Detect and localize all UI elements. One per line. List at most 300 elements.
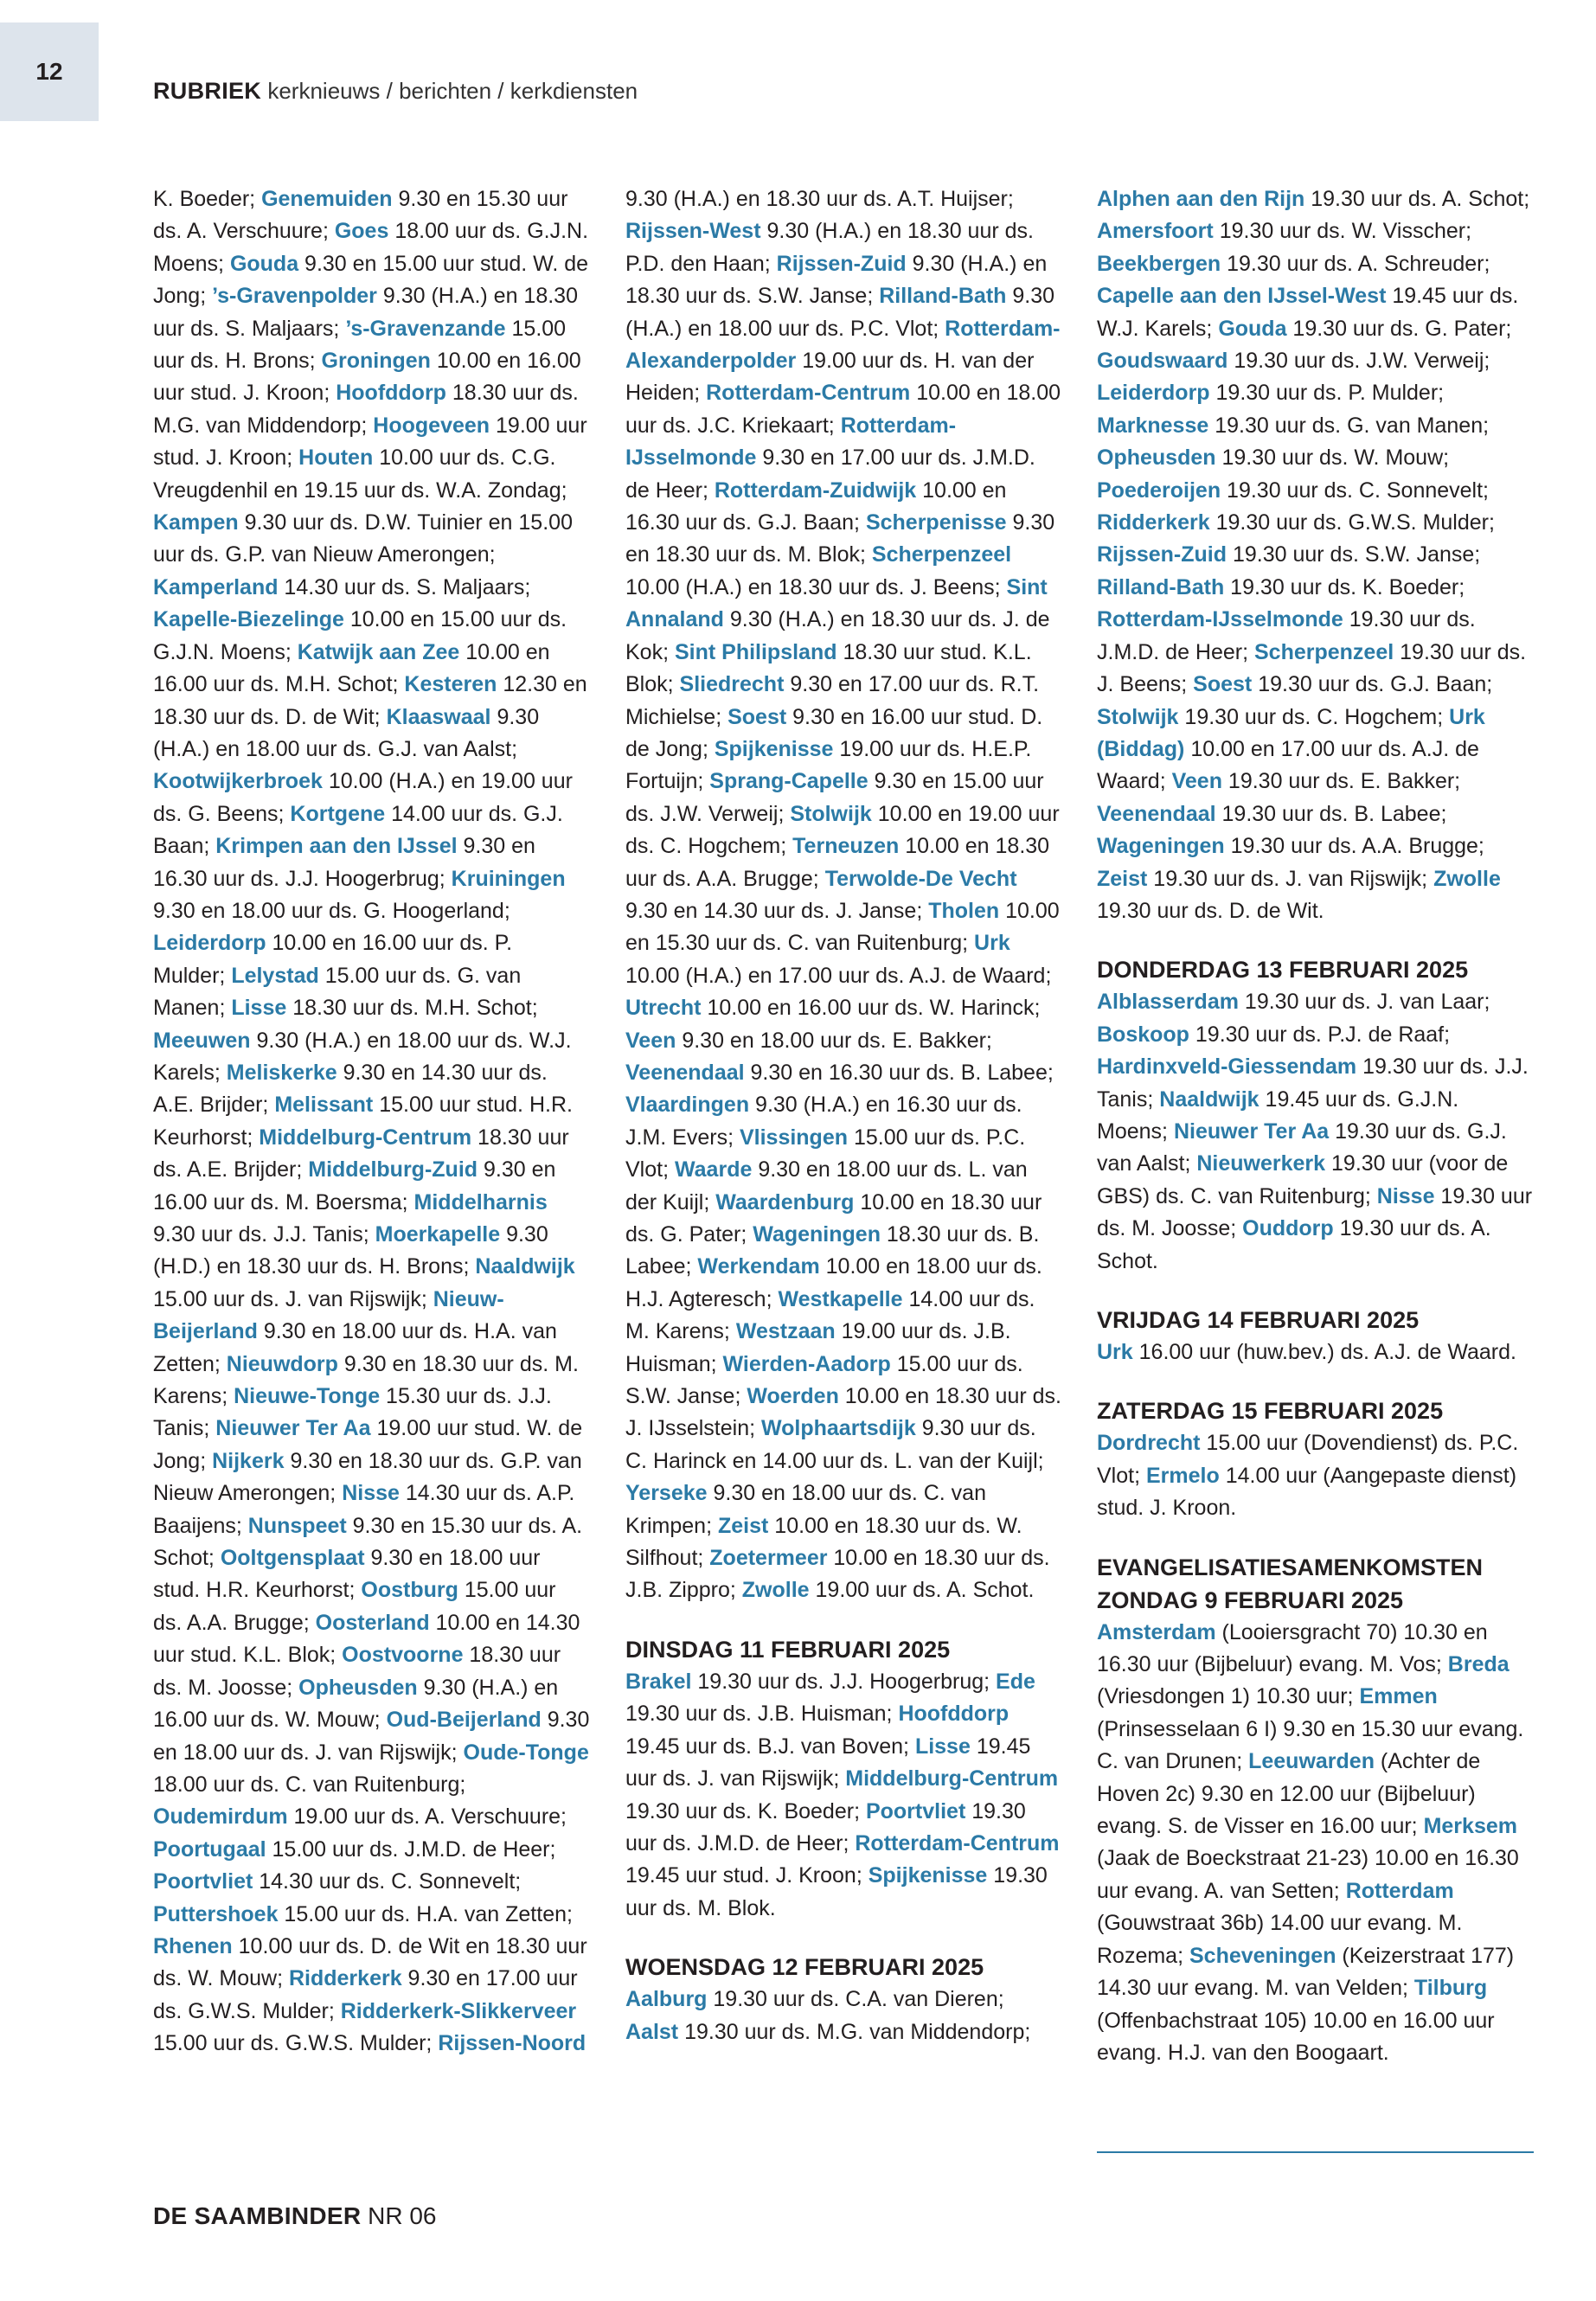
service-details: 19.30 uur ds. G.J. van Aalst; [1097,1118,1507,1176]
location-name: Zeist [1097,866,1148,891]
location-name: Rijssen-West [625,219,761,244]
service-details: 14.30 uur ds. C. Sonnevelt; [253,1869,522,1894]
service-details: 19.45 uur stud. J. Kroon; [625,1863,869,1888]
listing-paragraph [1097,1336,1534,1368]
location-name: Kapelle-Biezelinge [153,607,344,632]
service-details: 10.00 en 15.00 uur ds. G.J.N. Moens; [153,607,567,664]
location-name: Tholen [928,898,1000,923]
location-name: Meeuwen [153,1028,251,1053]
location-name: Rotterdam-Centrum [855,1830,1060,1856]
listing-paragraph [625,1984,1062,2048]
service-details: 9.30 en 14.30 uur ds. J. Janse; [625,898,929,923]
page-number: 12 [35,58,63,85]
location-name: Kruiningen [451,866,566,891]
service-details: 9.30 en 18.00 uur ds. C. van Krimpen; [625,1481,986,1538]
location-name: Goes [334,219,389,244]
location-name: Nieuwerkerk [1196,1151,1326,1176]
service-details: 14.00 uur ds. G.J. Baan; [153,801,563,859]
rubric-label: RUBRIEK [153,78,262,104]
location-name: Puttershoek [153,1901,279,1926]
service-details: 14.00 uur (Aangepaste dienst) stud. J. Kroon. [1097,1463,1517,1521]
service-details: 15.30 uur ds. J.J. Tanis; [153,1384,552,1441]
day-heading: ZONDAG 9 FEBRUARI 2025 [1097,1586,1404,1613]
service-details: 9.30 en 15.00 uur ds. J.W. Verweij; [625,769,1044,826]
location-name: Westkapelle [778,1286,903,1311]
location-name: Alphen aan den Rijn [1097,187,1305,211]
service-details: 18.30 uur ds. M.G. van Middendorp; [153,381,579,438]
service-details: 15.00 uur ds. S.W. Janse; [625,1351,1023,1409]
location-name: Marknesse [1097,413,1209,438]
location-name: Kampen [153,510,239,535]
service-details: 9.30 en 18.00 uur stud. H.R. Keurhorst; [153,1546,541,1603]
location-name: Aalburg [625,1987,708,2012]
service-details: 15.00 uur ds. H. Brons; [153,316,567,374]
location-name: Rotterdam-Alexanderpolder [625,316,1061,374]
location-name: Breda [1447,1652,1509,1677]
location-name: Soest [1193,672,1253,697]
location-name: Krimpen aan den IJssel [215,834,458,859]
service-details: 15.00 uur ds. J. van Rijswijk; [153,1286,433,1311]
service-details: 18.30 uur ds. A.E. Brijder; [153,1125,569,1183]
service-details: 19.30 uur ds. J.M.D. de Heer; [625,1798,1026,1856]
column-end-rule [1097,2151,1534,2153]
service-details: 19.30 uur ds. M. Joosse; [1097,1183,1533,1241]
location-name: Groningen [321,349,431,374]
location-name: Sliedrecht [679,672,785,697]
service-details: 9.30 uur ds. C. Harinck en 14.00 uur ds. L. van der Kuijl; [625,1416,1044,1473]
service-details: 9.30 en 16.30 uur ds. B. Labee; [744,1060,1054,1085]
page-number-tab [0,22,99,121]
service-details: 9.30 en 16.00 uur stud. D. de Jong; [625,704,1043,761]
service-details: 19.30 uur ds. J.B. Huisman; [625,1702,899,1727]
service-details: 9.30 en 18.30 uur ds. M. Blok; [625,510,1055,567]
location-name: Ridderkerk [288,1966,402,1991]
service-details: 19.30 uur ds. J.M.D. de Heer; [1097,607,1476,664]
service-details: 19.30 uur ds. B. Labee; [1215,801,1447,826]
location-name: Vlissingen [739,1125,849,1150]
service-details: 15.00 uur ds. G.W.S. Mulder; [153,2031,439,2056]
location-name: Genemuiden [261,187,393,211]
location-name: Wageningen [1097,834,1225,859]
location-name: Oostburg [361,1578,458,1603]
service-details: 19.00 uur ds. A. Schot. [809,1578,1035,1603]
service-details: (Offenbachstraat 105) 10.00 en 16.00 uur evang. H.J. van den Boogaart. [1097,2008,1495,2065]
service-details: 18.30 uur stud. K.L. Blok; [625,639,1032,697]
location-name: Capelle aan den IJssel-West [1097,284,1387,309]
service-details: 19.30 uur ds. J. van Rijswijk; [1147,866,1434,891]
service-details: 19.45 uur ds. W.J. Karels; [1097,284,1519,341]
location-name: Middelburg-Zuid [308,1157,478,1183]
location-name: Meliskerke [226,1060,337,1085]
location-name: Scherpenzeel [1254,639,1394,664]
service-details: 9.30 en 18.00 uur ds. H.A. van Zetten; [153,1319,557,1376]
service-details: 16.00 uur (huw.bev.) ds. A.J. de Waard. [1132,1340,1516,1364]
service-details: 9.30 (H.A.) en 18.30 uur ds. S.W. Janse; [625,251,1048,309]
service-details: 9.30 (H.A.) en 16.30 uur ds. J.M. Evers; [625,1093,1022,1150]
location-name: Goudswaard [1097,349,1228,374]
rubric-subtitle: kerknieuws / berichten / kerkdiensten [267,78,638,104]
location-name: Leiderdorp [153,931,266,956]
service-details: 9.30 en 16.00 uur ds. M. Boersma; [153,1157,556,1215]
service-details: 9.30 en 18.00 uur ds. L. van der Kuijl; [625,1157,1028,1215]
location-name: Rotterdam-IJsselmonde [1097,607,1343,632]
location-name: Middelharnis [413,1189,548,1215]
service-details: 19.00 uur ds. J.B. Huisman; [625,1319,1011,1376]
service-details: 19.00 uur ds. H.E.P. Fortuijn; [625,736,1032,794]
location-name: Ede [996,1669,1035,1694]
service-details: 9.30 en 17.00 uur ds. R.T. Michielse; [625,672,1040,729]
listing-paragraph [1097,986,1534,1278]
listing-paragraph [1097,1617,1534,2070]
location-name: Rhenen [153,1933,233,1958]
service-details: 9.30 uur ds. D.W. Tuinier en 15.00 uur ds. G.P. van Nieuw Amerongen; [153,510,573,567]
location-name: Nisse [1376,1183,1435,1208]
service-details: 10.00 uur ds. D. de Wit en 18.30 uur ds. W. Mouw; [153,1933,587,1991]
location-name: Werkendam [697,1254,820,1279]
location-name: ’s-Gravenzande [345,316,506,341]
location-name: Nieuwer Ter Aa [1173,1118,1330,1144]
location-name: Tilburg [1413,1976,1488,2001]
location-name: ’s-Gravenpolder [212,284,377,309]
location-name: Oude-Tonge [463,1740,589,1765]
location-name: Moerkapelle [375,1222,501,1247]
location-name: Ridderkerk-Slikkerveer [340,1998,577,2023]
service-details: 19.30 uur ds. E. Bakker; [1221,769,1461,794]
service-details: 9.30 (H.A.) en 18.00 uur ds. P.C. Vlot; [625,284,1055,341]
service-details: 15.00 uur ds. G. van Manen; [153,963,522,1021]
service-details: 18.00 uur ds. G.J.N. Moens; [153,219,589,276]
service-details: 19.30 uur ds. A. Schot; [1304,187,1530,211]
location-name: Zeist [717,1513,769,1538]
location-name: Merksem [1423,1814,1517,1839]
service-details: 10.00 en 15.30 uur ds. C. van Ruitenburg; [625,898,1060,956]
location-name: Rilland-Bath [1097,574,1225,599]
location-name: Nieuw-Beijerland [153,1286,504,1344]
location-name: Kamperland [153,574,279,599]
listing-paragraph [1097,183,1534,927]
service-details: 19.30 uur ds. J.W. Verweij; [1227,349,1490,374]
location-name: Stolwijk [1097,704,1179,729]
service-details: 9.30 en 14.30 uur ds. A.E. Brijder; [153,1060,548,1118]
location-name: Rijssen-Noord [438,2031,586,2056]
location-name: Urk [1097,1340,1133,1364]
day-heading: VRIJDAG 14 FEBRUARI 2025 [1097,1307,1420,1333]
service-details: 18.00 uur ds. C. van Ruitenburg; [153,1772,466,1797]
location-name: Zwolle [741,1578,810,1603]
service-details: 18.30 uur ds. M.H. Schot; [286,996,538,1021]
service-details: 10.00 (H.A.) en 18.30 uur ds. J. Beens; [625,574,1007,599]
service-details: 19.30 uur ds. M.G. van Middendorp; [678,2019,1031,2044]
location-name: Middelburg-Centrum [845,1766,1059,1791]
service-details: 19.30 uur (voor de GBS) ds. C. van Ruitenburg; [1097,1151,1509,1208]
location-name: Rijssen-Zuid [1097,542,1227,567]
service-details: 9.30 (H.D.) en 18.30 uur ds. H. Brons; [153,1222,548,1279]
location-name: Urk [974,931,1010,956]
location-name: Lelystad [231,963,319,988]
location-name: Sprang-Capelle [709,769,869,794]
location-name: Urk (Biddag) [1097,704,1485,761]
location-name: Veenendaal [625,1060,745,1085]
day-heading: EVANGELISATIESAMENKOMSTEN [1097,1554,1484,1580]
service-details: 10.00 en 16.00 uur stud. J. Kroon; [153,349,581,406]
service-details: 19.30 uur ds. G. Pater; [1286,316,1512,341]
location-name: Scheveningen [1189,1943,1336,1968]
column-1 [153,183,590,2061]
location-name: Oostvoorne [342,1643,464,1668]
service-details: 10.00 (H.A.) en 19.00 uur ds. G. Beens; [153,769,573,826]
service-details: 9.30 en 15.30 uur ds. A. Schot; [153,1513,583,1571]
service-details: 19.30 uur ds. G.J. Baan; [1252,672,1493,697]
service-details: 14.00 uur ds. M. Karens; [625,1286,1035,1344]
service-details: 10.00 en 18.00 uur ds. H.J. Agteresch; [625,1254,1042,1311]
location-name: Wierden-Aadorp [722,1351,891,1376]
location-name: Waardenburg [715,1189,855,1215]
location-name: Waarde [674,1157,753,1183]
service-details: 19.45 uur ds. J. van Rijswijk; [625,1734,1031,1791]
location-name: Nijkerk [212,1448,285,1473]
location-name: Sint Philipsland [674,639,837,664]
location-name: Dordrecht [1097,1431,1201,1456]
location-name: Terneuzen [792,834,900,859]
location-name: Poortvliet [153,1869,253,1894]
service-details: 9.30 en 18.30 uur ds. M. Karens; [153,1351,579,1409]
service-details: 19.30 uur ds. P.J. de Raaf; [1189,1022,1451,1047]
service-details: 10.00 en 19.00 uur ds. C. Hogchem; [625,801,1060,859]
location-name: Rotterdam-IJsselmonde [625,413,957,471]
service-details: 10.00 en 18.30 uur ds. W. Silfhout; [625,1513,1022,1571]
listing-paragraph [1097,1427,1534,1524]
service-details: 9.30 en 18.30 uur ds. G.P. van Nieuw Amerongen; [153,1448,582,1506]
location-name: Amsterdam [1097,1619,1216,1644]
location-name: Brakel [625,1669,692,1694]
location-name: Emmen [1359,1684,1438,1709]
location-name: Rotterdam-Zuidwijk [714,478,917,503]
location-name: Zwolle [1433,866,1501,891]
service-details: (Prinsesselaan 6 I) 9.30 en 15.30 uur evang. C. van Drunen; [1097,1716,1524,1774]
service-details: 19.30 uur ds. C. Sonnevelt; [1221,478,1490,503]
service-details: 10.00 en 18.30 uur ds. J.B. Zippro; [625,1546,1050,1603]
service-details: 19.30 uur ds. J. Beens; [1097,639,1527,697]
issue-number: NR 06 [368,2202,437,2229]
service-details: 15.00 uur ds. J.M.D. de Heer; [266,1836,556,1862]
location-name: Nisse [342,1481,400,1506]
service-details: 15.00 uur ds. H.A. van Zetten; [278,1901,573,1926]
location-name: Opheusden [1097,445,1216,471]
location-name: Gouda [229,251,299,276]
day-heading: ZATERDAG 15 FEBRUARI 2025 [1097,1398,1444,1425]
service-details: 10.00 en 18.30 uur ds. G. Pater; [625,1189,1042,1247]
service-details: (Achter de Hoven 2c) 9.30 en 12.00 uur (Bijbeluur) evang. S. de Visser en 16.00 uur; [1097,1749,1481,1839]
service-details: 9.30 en 18.00 uur ds. G. Hoogerland; [153,898,510,923]
service-details: 19.30 uur ds. C. Hogchem; [1178,704,1450,729]
location-name: Kortgene [290,801,386,826]
location-name: Ermelo [1145,1463,1220,1488]
service-details: 9.30 en 15.00 uur stud. W. de Jong; [153,251,589,309]
location-name: Zoetermeer [709,1546,828,1571]
service-details: 19.00 uur ds. H. van der Heiden; [625,349,1035,406]
column-2 [625,183,1062,2048]
location-name: Nunspeet [247,1513,347,1538]
location-name: Wolphaartsdijk [761,1416,916,1441]
footer [153,2202,437,2230]
service-details: 19.30 uur ds. C.A. van Dieren; [707,1987,1004,2012]
location-name: Gouda [1218,316,1287,341]
location-name: Vlaardingen [625,1093,750,1118]
location-name: Rotterdam [1345,1878,1454,1903]
service-details: 9.30 (H.A.) en 18.30 uur ds. P.D. den Haan; [625,219,1034,276]
service-details: 10.00 en 17.00 uur ds. A.J. de Waard; [1097,736,1479,794]
service-details: (Gouwstraat 36b) 14.00 uur evang. M. Rozema; [1097,1911,1463,1968]
location-name: Hoofddorp [898,1702,1010,1727]
service-details: 9.30 en 18.00 uur ds. J. van Rijswijk; [153,1708,590,1765]
service-details: 10.00 en 16.00 uur ds. P. Mulder; [153,931,513,988]
location-name: Poortvliet [865,1798,966,1823]
listing-paragraph [153,183,590,2061]
location-name: Aalst [625,2019,679,2044]
location-name: Veen [1171,769,1222,794]
service-details: 19.45 uur ds. G.J.N. Moens; [1097,1086,1459,1144]
location-name: Naaldwijk [1159,1086,1259,1112]
location-name: Soest [727,704,787,729]
service-details: (Jaak de Boeckstraat 21-23) 10.00 en 16.30 uur evang. A. van Setten; [1097,1846,1519,1903]
service-details: 9.30 (H.A.) en 18.30 uur ds. J. de Kok; [625,607,1050,664]
service-details: 19.30 uur ds. J.J. Hoogerbrug; [691,1669,997,1694]
location-name: Hardinxveld-Giessendam [1097,1054,1357,1080]
service-details: 19.30 uur ds. S.W. Janse; [1227,542,1481,567]
location-name: Rijssen-Zuid [776,251,907,276]
location-name: Wageningen [753,1222,881,1247]
service-details: 18.30 uur ds. M. Joosse; [153,1643,561,1700]
service-details: 10.00 en 14.30 uur stud. K.L. Blok; [153,1610,580,1668]
location-name: Opheusden [298,1675,418,1700]
location-name: Leiderdorp [1097,381,1210,406]
location-name: Westzaan [735,1319,836,1344]
rubric-header [153,78,638,105]
service-details: 19.30 uur ds. A.A. Brugge; [1224,834,1484,859]
location-name: Veenendaal [1097,801,1216,826]
location-name: Katwijk aan Zee [297,639,460,664]
listing-paragraph [625,183,1062,1607]
location-name: Hoofddorp [336,381,446,406]
service-details: 15.00 uur stud. H.R. Keurhorst; [153,1093,573,1150]
location-name: Oud-Beijerland [386,1708,542,1733]
location-name: Klaaswaal [386,704,491,729]
location-name: Ouddorp [1242,1216,1334,1241]
location-name: Utrecht [625,996,702,1021]
day-heading: WOENSDAG 12 FEBRUARI 2025 [625,1954,984,1981]
location-name: Ridderkerk [1097,510,1210,535]
magazine-name: DE SAAMBINDER [153,2202,362,2229]
day-heading: DINSDAG 11 FEBRUARI 2025 [625,1636,951,1663]
day-heading: DONDERDAG 13 FEBRUARI 2025 [1097,957,1469,984]
location-name: Houten [298,445,374,471]
service-details: 19.30 uur ds. A. Schot. [1097,1216,1491,1273]
column-3 [1097,183,1534,2069]
location-name: Ooltgensplaat [220,1546,365,1571]
service-details: 19.00 uur stud. W. de Jong; [153,1416,583,1473]
location-name: Nieuwe-Tonge [234,1384,381,1409]
service-details: 19.30 uur ds. A. Schreuder; [1221,251,1490,276]
service-details: 10.00 en 16.00 uur ds. W. Harinck; [701,996,1041,1021]
service-details: 15.00 uur (Dovendienst) ds. P.C. Vlot; [1097,1431,1519,1488]
service-details: 19.30 uur ds. G. van Manen; [1208,413,1490,438]
location-name: Veen [625,1028,676,1053]
location-name: Rotterdam-Centrum [706,381,911,406]
service-details: 9.30 en 17.00 uur ds. J.M.D. de Heer; [625,445,1035,503]
location-name: Boskoop [1097,1022,1189,1047]
location-name: Amersfoort [1097,219,1214,244]
service-details: 19.30 uur ds. D. de Wit. [1097,898,1324,923]
location-name: Scherpenisse [865,510,1007,535]
location-name: Middelburg-Centrum [259,1125,472,1150]
service-details: 10.00 uur ds. C.G. Vreugdenhil en 19.15 uur ds. W.A. Zondag; [153,445,567,503]
location-name: Poederoijen [1097,478,1221,503]
location-name: Nieuwer Ter Aa [215,1416,371,1441]
location-name: Stolwijk [790,801,872,826]
service-details: 19.30 uur ds. W. Visscher; [1213,219,1472,244]
location-name: Terwolde-De Vecht [824,866,1017,891]
location-name: Leeuwarden [1248,1749,1375,1774]
service-details: 9.30 en 17.00 uur ds. G.W.S. Mulder; [153,1966,578,2023]
location-name: Kootwijkerbroek [153,769,323,794]
listing-paragraph [625,1666,1062,1925]
service-details: 19.30 uur ds. J.J. Tanis; [1097,1054,1529,1112]
service-details: 14.30 uur ds. S. Maljaars; [278,574,531,599]
service-details: 9.30 uur ds. J.J. Tanis; [153,1222,375,1247]
service-details: 9.30 (H.A.) en 18.30 uur ds. S. Maljaars; [153,284,578,341]
location-name: Kesteren [404,672,497,697]
location-name: Scherpenzeel [871,542,1012,567]
service-details: 10.00 en 16.30 uur ds. G.J. Baan; [625,478,1007,535]
location-name: Melissant [274,1093,374,1118]
location-name: Woerden [747,1384,839,1409]
location-name: Yerseke [625,1481,708,1506]
service-details: 19.30 uur ds. K. Boeder; [1224,574,1465,599]
location-name: Alblasserdam [1097,990,1239,1015]
location-name: Oosterland [315,1610,430,1635]
service-details: 9.30 (H.A.) en 18.00 uur ds. G.J. van Aalst; [153,704,540,761]
service-details: 9.30 en 16.30 uur ds. J.J. Hoogerbrug; [153,834,535,891]
service-details: 9.30 (H.A.) en 18.30 uur ds. A.T. Huijser; [625,187,1014,211]
service-details: 9.30 (H.A.) en 18.00 uur ds. W.J. Karels; [153,1028,572,1085]
service-details: 10.00 en 18.30 uur ds. J. IJsselstein; [625,1384,1061,1441]
service-details: 9.30 en 15.30 uur ds. A. Verschuure; [153,187,568,244]
service-details: 10.00 en 18.30 uur ds. A.A. Brugge; [625,834,1050,891]
service-details: 19.30 uur ds. J. van Laar; [1238,990,1490,1015]
service-details: K. Boeder; [153,187,262,211]
service-details: 19.30 uur ds. K. Boeder; [625,1798,866,1823]
service-details: 19.30 uur ds. G.W.S. Mulder; [1209,510,1495,535]
location-name: Spijkenisse [868,1863,988,1888]
service-details: 14.30 uur ds. A.P. Baaijens; [153,1481,575,1538]
location-name: Lisse [231,996,287,1021]
service-details: 19.00 uur stud. J. Kroon; [153,413,587,471]
service-details: 10.00 (H.A.) en 17.00 uur ds. A.J. de Waard; [625,963,1052,988]
location-name: Nieuwdorp [226,1351,338,1376]
service-details: (Vriesdongen 1) 10.30 uur; [1097,1684,1360,1709]
location-name: Spijkenisse [714,736,834,761]
service-details: 19.45 uur ds. B.J. van Boven; [625,1734,915,1759]
service-details: 9.30 (H.A.) en 16.00 uur ds. W. Mouw; [153,1675,559,1733]
location-name: Poortugaal [153,1836,266,1862]
service-details: 12.30 en 18.30 uur ds. D. de Wit; [153,672,587,729]
service-details: (Keizerstraat 177) 14.30 uur evang. M. van Velden; [1097,1943,1515,2001]
service-details: 9.30 en 18.00 uur ds. E. Bakker; [676,1028,992,1053]
location-name: Beekbergen [1097,251,1221,276]
service-details: 19.30 uur ds. M. Blok. [625,1863,1048,1920]
location-name: Naaldwijk [475,1254,575,1279]
service-details: 15.00 uur ds. P.C. Vlot; [625,1125,1026,1183]
